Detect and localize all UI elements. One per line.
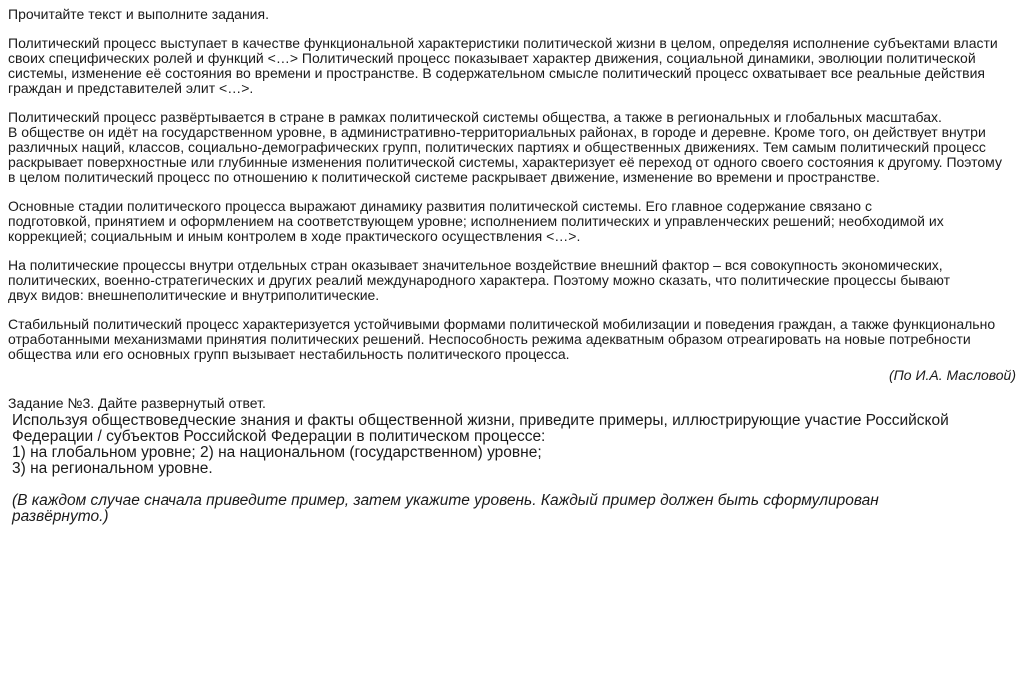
text-paragraph-3: Основные стадии политического процесса выражают динамику развития политической системы. Его главное содержание связано с подготовкой, принятием и оформлением на соответствующем уровне; исполнением политических и управленческих решений; необходимой их коррекцией; социальным и иным контролем в ходе практического осуществления <…>.: [8, 198, 944, 244]
task-section: [8, 396, 1016, 525]
source-text: [8, 36, 1016, 362]
text-paragraph-5: Стабильный политический процесс характеризуется устойчивыми формами политической мобилизации и поведения граждан, а также функционально отработанными механизмами принятия политических решений. Неспособность режима адекватным образом отреагировать на новые потребности общества или его основных групп вызывает нестабильность политического процесса.: [8, 316, 996, 362]
task-body: [8, 413, 1016, 525]
text-paragraph-4: На политические процессы внутри отдельных стран оказывает значительное воздействие внешний фактор – вся совокупность экономических, политических, военно-стратегических и других реалий международного характера. Поэтому можно сказать, что политические процессы бывают двух видов: внешнеполитические и внутриполитические.: [8, 257, 950, 303]
text-paragraph-1: Политический процесс выступает в качестве функциональной характеристики политической жизни в целом, определяя исполнение субъектами власти своих специфических ролей и функций <…> Политический процесс показывает характер движения, социальной динамики, эволюции политической системы, изменение её состояния во времени и пространстве. В содержательном смысле политический процесс охватывает все реальные действия граждан и представителей элит <…>.: [8, 35, 998, 96]
source-attribution: (По И.А. Масловой): [888, 367, 1016, 383]
instruction-heading: Прочитайте текст и выполните задания.: [8, 6, 269, 22]
task-title: Задание №3. Дайте развернутый ответ.: [8, 395, 266, 411]
text-paragraph-2: Политический процесс развёртывается в стране в рамках политической системы общества, а также в региональных и глобальных масштабах. В обществе он идёт на государственном уровне, в административно-территориальных районах, в городе и деревне. Кроме того, он действует внутри различных наций, классов, социально-демографических групп, политических партиях и общественных движениях. Тем самым политический процесс раскрывает поверхностные или глубинные изменения политической системы, характеризует её переход от одного своего состояния к другому. Поэтому в целом политический процесс по отношению к политической системе раскрывает движение, изменение во времени и пространстве.: [8, 109, 1002, 185]
task-question: Используя обществоведческие знания и факты общественной жизни, приведите примеры, иллюстрирующие участие Российской Федерации / субъектов Российской Федерации в политическом процессе: 1) на глобальном уровне; 2) на национальном (государственном) уровне; 3) на региональном уровне.: [12, 412, 949, 477]
task-note: (В каждом случае сначала приведите пример, затем укажите уровень. Каждый пример должен быть сформулирован развёрнуто.): [12, 492, 879, 525]
